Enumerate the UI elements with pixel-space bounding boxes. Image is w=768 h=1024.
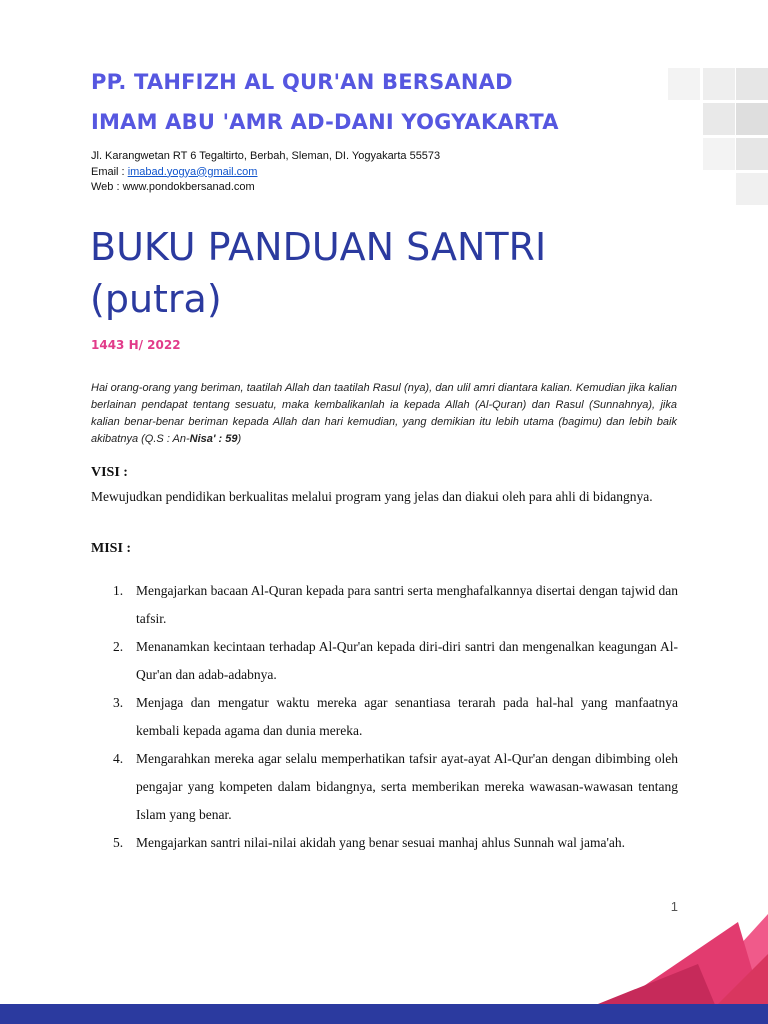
list-item-number: 1. bbox=[113, 583, 124, 598]
bottom-bar bbox=[0, 1004, 768, 1024]
email-line bbox=[91, 165, 440, 181]
quote-text: Hai orang-orang yang beriman, taatilah Allah dan taatilah Rasul (nya), dan ulil amri diantara kalian. Kemudian jika kalian berlainan pendapat tentang sesuatu, maka kembalikanlah ia kepada Allah (Al-Quran) dan Rasul (Sunnahnya), jika kalian benar-benar beriman kepada Allah dan hari kemudian, yang demikian itu lebih utama (bagimu) dan lebih baik akibatnya (Q.S : An- bbox=[91, 382, 677, 445]
year-label: 1443 H/ 2022 bbox=[91, 338, 181, 352]
list-item-number: 5. bbox=[113, 835, 124, 850]
title-line1: BUKU PANDUAN SANTRI bbox=[90, 225, 547, 269]
list-item-text: Mengajarkan bacaan Al-Quran kepada para santri serta menghafalkannya disertai dengan tajwid dan tafsir. bbox=[136, 583, 678, 626]
address: Jl. Karangwetan RT 6 Tegaltirto, Berbah, Sleman, DI. Yogyakarta 55573 bbox=[91, 150, 441, 162]
web-address: www.pondokbersanad.com bbox=[122, 181, 255, 193]
list-item bbox=[113, 689, 678, 745]
list-item-text: Menanamkan kecintaan terhadap Al-Qur'an kepada diri-diri santri dan mengenalkan keagungan Al-Qur'an dan adab-adabnya. bbox=[136, 639, 678, 682]
list-item bbox=[113, 829, 678, 857]
email-link[interactable]: imabad.yogya@gmail.com bbox=[127, 165, 258, 178]
org-name-line1: PP. TAHFIZH AL QUR'AN BERSANAD bbox=[91, 70, 513, 94]
title-line2: (putra) bbox=[90, 277, 222, 321]
misi-heading: MISI : bbox=[91, 541, 132, 556]
list-item-text: Menjaga dan mengatur waktu mereka agar senantiasa terarah pada hal-hal yang manfaatnya kembali kepada agama dan dunia mereka. bbox=[136, 695, 678, 738]
visi-text: Mewujudkan pendidikan berkualitas melalui program yang jelas dan diakui oleh para ahli di bidangnya. bbox=[91, 489, 653, 504]
email-label: Email : bbox=[91, 165, 128, 178]
list-item-text: Mengajarkan santri nilai-nilai akidah yang benar sesuai manhaj ahlus Sunnah wal jama'ah. bbox=[136, 835, 626, 850]
org-name-line2: IMAM ABU 'AMR AD-DANI YOGYAKARTA bbox=[91, 110, 559, 134]
list-item-number: 2. bbox=[113, 639, 124, 654]
document-title bbox=[90, 221, 650, 325]
visi-heading: VISI : bbox=[91, 465, 128, 480]
web-line bbox=[91, 180, 440, 196]
contact-block bbox=[91, 149, 440, 196]
list-item-text: Mengarahkan mereka agar selalu memperhatikan tafsir ayat-ayat Al-Qur'an dengan dibimbing oleh pengajar yang kompeten dalam bidangnya, serta memberikan mereka wawasan-wawasan tentang Islam yang benar. bbox=[136, 751, 678, 822]
quran-quote bbox=[91, 380, 677, 448]
list-item-number: 3. bbox=[113, 695, 124, 710]
quote-close: ) bbox=[237, 433, 242, 445]
page-number: 1 bbox=[670, 899, 678, 914]
decorative-square-pattern bbox=[598, 68, 768, 218]
web-label: Web : bbox=[91, 181, 123, 193]
list-item-number: 4. bbox=[113, 751, 124, 766]
list-item bbox=[113, 745, 678, 829]
list-item bbox=[113, 577, 678, 633]
misi-list bbox=[113, 577, 678, 857]
quote-surah: Nisa' : 59 bbox=[189, 433, 238, 445]
list-item bbox=[113, 633, 678, 689]
